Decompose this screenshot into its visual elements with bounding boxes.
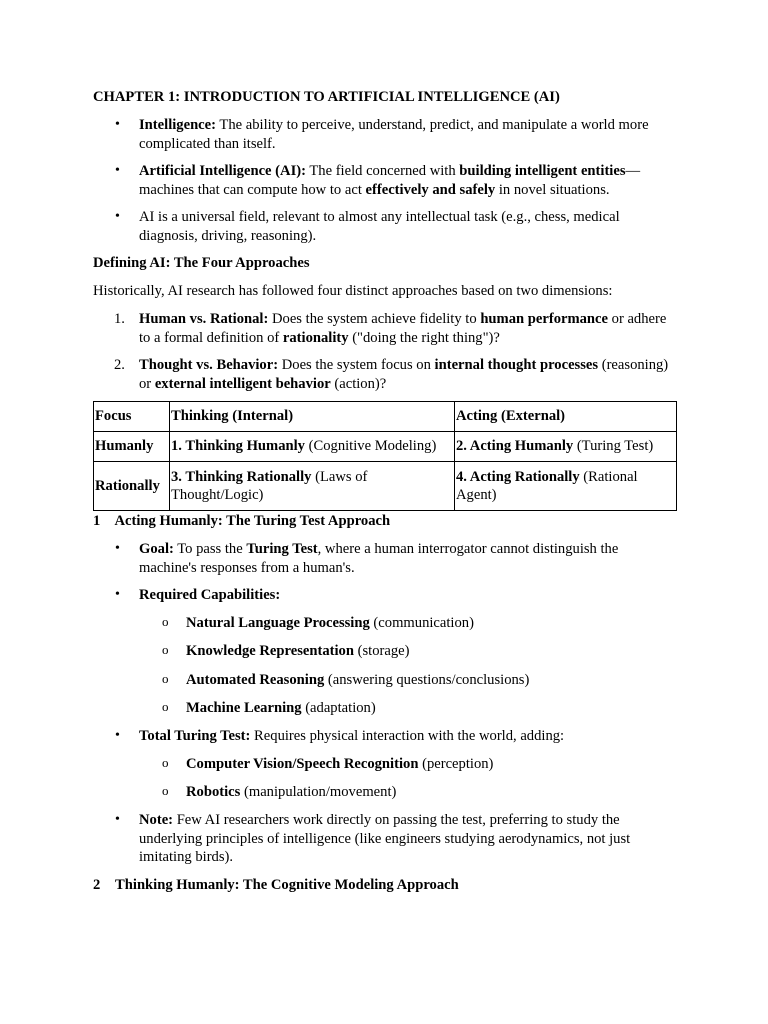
chapter-title: CHAPTER 1: INTRODUCTION TO ARTIFICIAL INTELLIGENCE (AI) (93, 89, 560, 105)
list-item-intelligence: • Intelligence: The ability to perceive, understand, predict, and manipulate a world more complicated than itself. (115, 117, 649, 152)
sub-bullet-icon: o (162, 783, 169, 798)
table-header-cell: Focus (94, 402, 170, 432)
table-cell: 2. Acting Humanly (Turing Test) (455, 432, 677, 462)
sub-bullet-icon: o (162, 755, 169, 770)
section-heading-turing: 1⃣ Acting Humanly: The Turing Test Approach (93, 513, 391, 529)
approaches-table (93, 401, 677, 511)
section-heading-four-approaches: Defining AI: The Four Approaches (93, 255, 310, 271)
table-cell: 3. Thinking Rationally (Laws of Thought/Logic) (170, 462, 455, 511)
numbered-item-human-vs-rational: 1. Human vs. Rational: Does the system achieve fidelity to human performance or adhere to a formal definition of rationality ("doing the right thing")? (114, 311, 667, 346)
bullet-icon: • (115, 209, 120, 224)
table-cell: Rationally (94, 462, 170, 511)
sub-item-knowledge: o Knowledge Representation (storage) (162, 642, 410, 659)
list-item-goal: • Goal: To pass the Turing Test, where a human interrogator cannot distinguish the machine's responses from a human's. (115, 541, 619, 576)
sub-item-nlp: o Natural Language Processing (communication) (162, 614, 474, 631)
list-item-total-turing: • Total Turing Test: Requires physical interaction with the world, adding: (115, 728, 565, 744)
sub-item-ml: o Machine Learning (adaptation) (162, 699, 376, 716)
sub-bullet-icon: o (162, 614, 169, 629)
numbered-item-thought-vs-behavior: 2. Thought vs. Behavior: Does the system focus on internal thought processes (reasoning) or external intelligent behavior (action)? (114, 357, 669, 392)
table-cell: 4. Acting Rationally (Rational Agent) (455, 462, 677, 511)
list-item-capabilities: • Required Capabilities: (115, 587, 281, 603)
sub-item-vision: o Computer Vision/Speech Recognition (perception) (162, 755, 494, 772)
sub-bullet-icon: o (162, 699, 169, 714)
section-lead: Historically, AI research has followed four distinct approaches based on two dimensions: (93, 283, 613, 299)
sub-item-reasoning: o Automated Reasoning (answering questions/conclusions) (162, 671, 530, 688)
bullet-icon: • (115, 541, 120, 556)
table-cell: Humanly (94, 432, 170, 462)
sub-item-robotics: o Robotics (manipulation/movement) (162, 783, 397, 800)
table-header-row (94, 402, 677, 432)
bullet-icon: • (115, 117, 120, 132)
list-item-universal-field: • AI is a universal field, relevant to almost any intellectual task (e.g., chess, medical diagnosis, driving, reasoning). (115, 209, 620, 244)
list-item-note: • Note: Few AI researchers work directly on passing the test, preferring to study the underlying principles of intelligence (like engineers studying aerodynamics, not just imitating birds). (115, 812, 631, 865)
bullet-icon: • (115, 163, 120, 178)
bullet-icon: • (115, 812, 120, 827)
sub-bullet-icon: o (162, 671, 169, 686)
table-cell: 1. Thinking Humanly (Cognitive Modeling) (170, 432, 455, 462)
bullet-icon: • (115, 587, 120, 602)
section-heading-cognitive: 2⃣ Thinking Humanly: The Cognitive Modeling Approach (93, 877, 459, 893)
table-header-cell: Thinking (Internal) (170, 402, 455, 432)
sub-bullet-icon: o (162, 642, 169, 657)
table-header-cell: Acting (External) (455, 402, 677, 432)
table-row (94, 462, 677, 511)
bullet-icon: • (115, 728, 120, 743)
list-item-ai-definition: • Artificial Intelligence (AI): The field concerned with building intelligent entities— machines that can compute how to act effectively and safely in novel situations. (115, 163, 641, 198)
table-row (94, 432, 677, 462)
